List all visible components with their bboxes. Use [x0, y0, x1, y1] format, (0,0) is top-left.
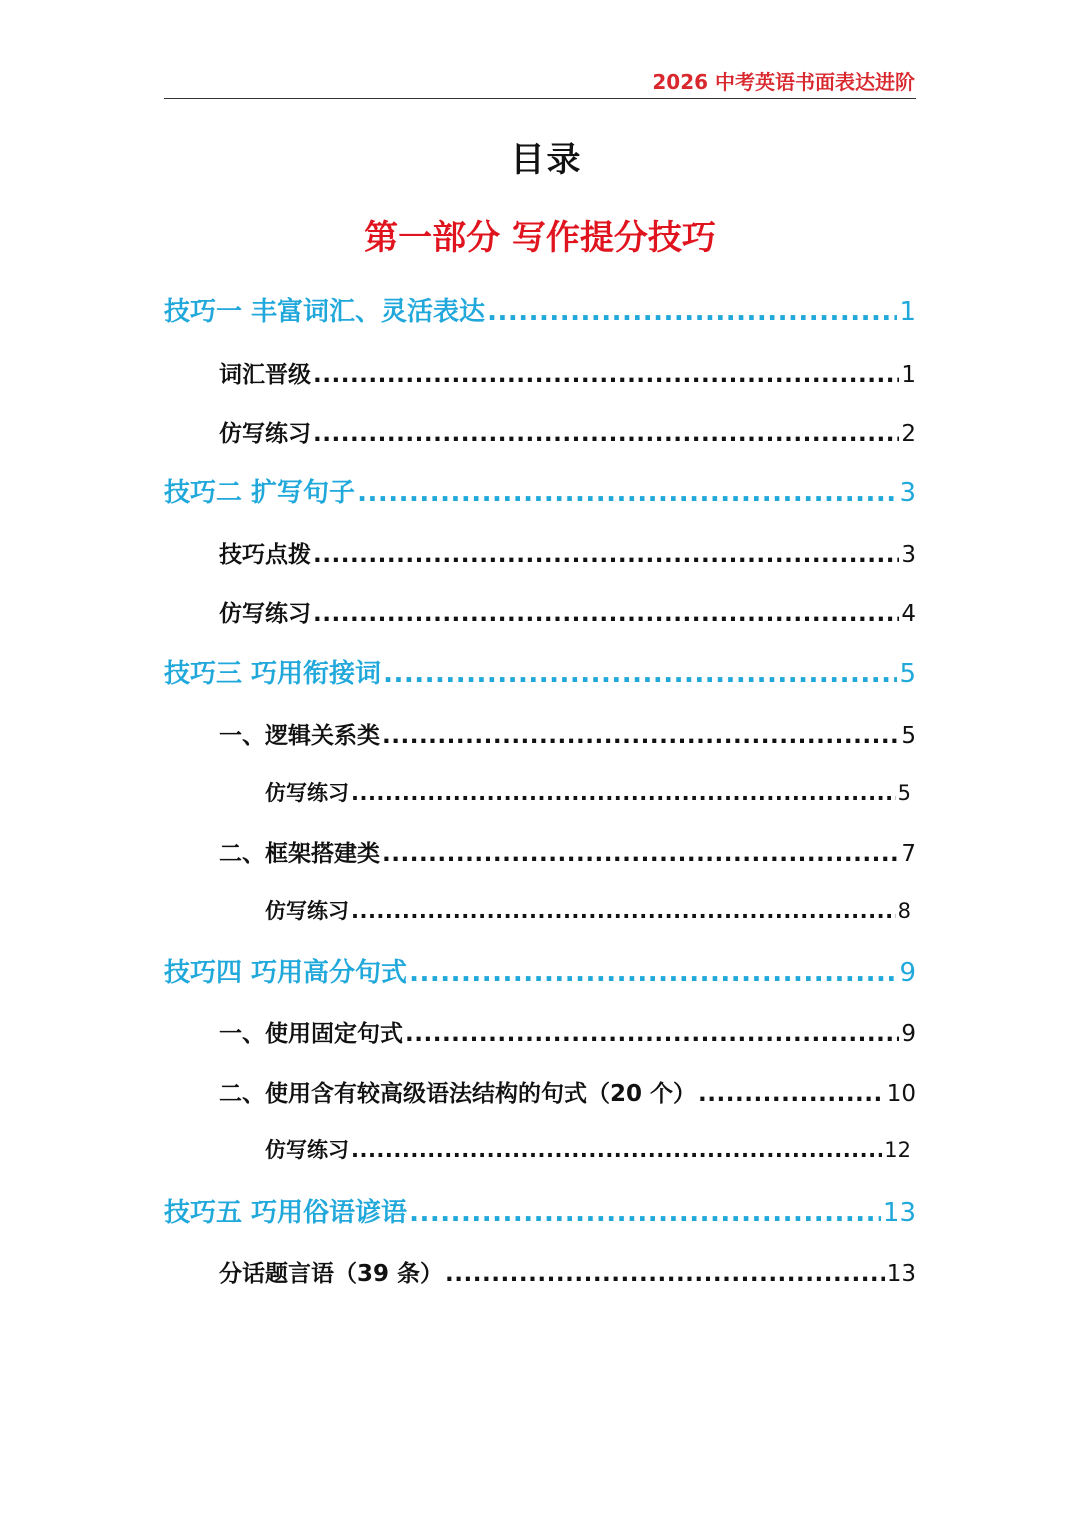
toc-entry-subsubsection[interactable]: [265, 895, 911, 925]
toc-entry-label: 仿写练习: [219, 601, 311, 627]
toc-dot-leader: [357, 478, 897, 508]
toc-entry-subsection[interactable]: [219, 1015, 916, 1048]
page-title: 目录: [510, 140, 583, 180]
toc-page-number: 2: [901, 421, 916, 447]
running-header-title: 2026 中考英语书面表达进阶: [652, 70, 915, 94]
toc-page-number: 13: [882, 1198, 916, 1228]
toc-entry-label: 技巧一 丰富词汇、灵活表达: [164, 297, 486, 327]
toc-page-number: 9: [899, 958, 916, 988]
toc-dot-leader: [351, 781, 896, 805]
toc-entry-subsection[interactable]: [219, 356, 916, 389]
toc-dot-leader: [487, 297, 897, 327]
toc-entry-section-4[interactable]: [164, 952, 916, 989]
toc-entry-label: 技巧四 巧用高分句式: [164, 958, 408, 988]
toc-page-number: 3: [901, 542, 916, 568]
toc-entry-label: 仿写练习: [265, 899, 349, 923]
toc-entry-section-1[interactable]: [164, 291, 916, 328]
toc-entry-label: 技巧三 巧用衔接词: [164, 659, 382, 689]
toc-page-number: 8: [897, 899, 911, 923]
toc-dot-leader: [405, 1021, 899, 1047]
toc-page-number: 3: [899, 478, 916, 508]
toc-page-number: 9: [901, 1021, 916, 1047]
toc-dot-leader: [351, 1138, 882, 1162]
toc-entry-section-3[interactable]: [164, 653, 916, 690]
toc-entry-label: 仿写练习: [219, 421, 311, 447]
toc-page-number: 5: [901, 723, 916, 749]
toc-dot-leader: [409, 958, 897, 988]
toc-entry-label: 二、使用含有较高级语法结构的句式（20 个）: [219, 1081, 697, 1107]
toc-entry-label: 词汇晋级: [219, 362, 311, 388]
toc-dot-leader: [382, 723, 899, 749]
toc-page-number: 5: [899, 659, 916, 689]
toc-entry-section-5[interactable]: [164, 1192, 916, 1229]
toc-page-number: 12: [884, 1138, 911, 1162]
toc-entry-subsection[interactable]: [219, 415, 916, 448]
toc-page-number: 5: [897, 781, 911, 805]
toc-entry-label: 仿写练习: [265, 781, 349, 805]
toc-entry-label: 二、框架搭建类: [219, 841, 380, 867]
toc-page-number: 13: [886, 1261, 916, 1287]
toc-entry-label: 一、逻辑关系类: [219, 723, 380, 749]
toc-entry-subsection[interactable]: [219, 835, 916, 868]
toc-dot-leader: [409, 1198, 881, 1228]
toc-dot-leader: [313, 542, 899, 568]
toc-entry-subsection[interactable]: [219, 595, 916, 628]
toc-entry-section-2[interactable]: [164, 472, 916, 509]
toc-entry-subsubsection[interactable]: [265, 777, 911, 807]
toc-dot-leader: [698, 1081, 885, 1107]
toc-entry-label: 技巧二 扩写句子: [164, 478, 356, 508]
toc-dot-leader: [382, 841, 899, 867]
toc-entry-subsubsection[interactable]: [265, 1134, 911, 1164]
toc-dot-leader: [313, 362, 899, 388]
toc-page-number: 1: [901, 362, 916, 388]
toc-entry-label: 一、使用固定句式: [219, 1021, 403, 1047]
toc-dot-leader: [313, 421, 899, 447]
toc-dot-leader: [313, 601, 899, 627]
toc-dot-leader: [445, 1261, 885, 1287]
toc-dot-leader: [383, 659, 897, 689]
toc-entry-label: 技巧五 巧用俗语谚语: [164, 1198, 408, 1228]
toc-page-number: 7: [901, 841, 916, 867]
toc-page-number: 10: [886, 1081, 916, 1107]
toc-entry-label: 分话题言语（39 条）: [219, 1261, 444, 1287]
header-divider: [164, 98, 916, 99]
toc-entry-subsection[interactable]: [219, 536, 916, 569]
toc-entry-subsection[interactable]: [219, 1075, 916, 1108]
toc-entry-label: 仿写练习: [265, 1138, 349, 1162]
toc-dot-leader: [351, 899, 896, 923]
toc-page-number: 1: [899, 297, 916, 327]
toc-entry-label: 技巧点拨: [219, 542, 311, 568]
toc-entry-subsection[interactable]: [219, 1255, 916, 1288]
part-title: 第一部分 写作提分技巧: [364, 218, 716, 258]
toc-page-number: 4: [901, 601, 916, 627]
toc-entry-subsection[interactable]: [219, 717, 916, 750]
